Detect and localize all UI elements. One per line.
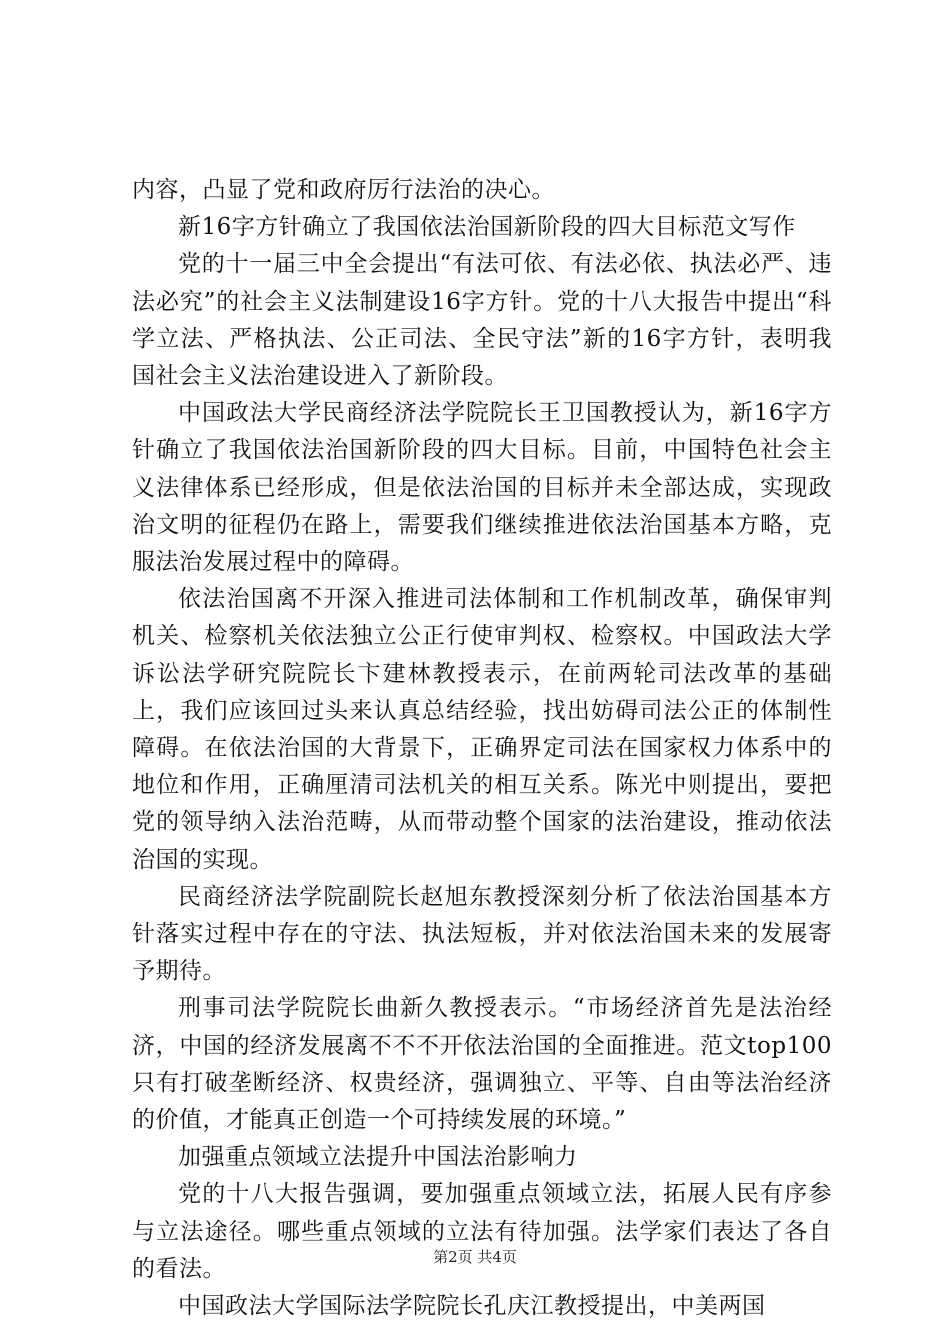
paragraph-10: 中国政法大学国际法学院院长孔庆江教授提出，中美两国 bbox=[178, 1293, 766, 1320]
paragraph-3: 党的十一届三中全会提出“有法可依、有法必依、执法必严、违法必究”的社会主义法制建设16字方针。党的十八大报告中提出“科学立法、严格执法、公正司法、全民守法”新的16字方针，表明我国社会主义法治建设进入了新阶段。 bbox=[132, 251, 832, 390]
paragraph-7: 刑事司法学院院长曲新久教授表示。“市场经济首先是法治经济，中国的经济发展离不不不开依法治国的全面推进。范文top100只有打破垄断经济、权贵经济，强调独立、平等、自由等法治经济的价值，才能真正创造一个可持续发展的环境。” bbox=[132, 995, 832, 1134]
paragraph-2-heading: 新16字方针确立了我国依法治国新阶段的四大目标范文写作 bbox=[178, 214, 796, 241]
document-body bbox=[132, 172, 832, 1325]
paragraph-8-heading: 加强重点领域立法提升中国法治影响力 bbox=[178, 1144, 578, 1171]
paragraph-4: 中国政法大学民商经济法学院院长王卫国教授认为，新16字方针确立了我国依法治国新阶段的四大目标。目前，中国特色社会主义法律体系已经形成，但是依法治国的目标并未全部达成，实现政治文明的征程仍在路上，需要我们继续推进依法治国基本方略，克服法治发展过程中的障碍。 bbox=[132, 400, 832, 576]
paragraph-1: 内容，凸显了党和政府厉行法治的决心。 bbox=[132, 177, 555, 203]
page-footer bbox=[0, 1246, 950, 1267]
paragraph-9: 党的十八大报告强调，要加强重点领域立法，拓展人民有序参与立法途径。哪些重点领域的立法有待加强。法学家们表达了各自的看法。 bbox=[132, 1181, 832, 1282]
page-number-label: 第2页 共4页 bbox=[433, 1248, 517, 1266]
paragraph-5: 依法治国离不开深入推进司法体制和工作机制改革，确保审判机关、检察机关依法独立公正行使审判权、检察权。中国政法大学诉讼法学研究院院长卞建林教授表示，在前两轮司法改革的基础上，我们应该回过头来认真总结经验，找出妨碍司法公正的体制性障碍。在依法治国的大背景下，正确界定司法在国家权力体系中的地位和作用，正确厘清司法机关的相互关系。陈光中则提出，要把党的领导纳入法治范畴，从而带动整个国家的法治建设，推动依法治国的实现。 bbox=[132, 586, 832, 873]
paragraph-6: 民商经济法学院副院长赵旭东教授深刻分析了依法治国基本方针落实过程中存在的守法、执法短板，并对依法治国未来的发展寄予期待。 bbox=[132, 883, 832, 985]
